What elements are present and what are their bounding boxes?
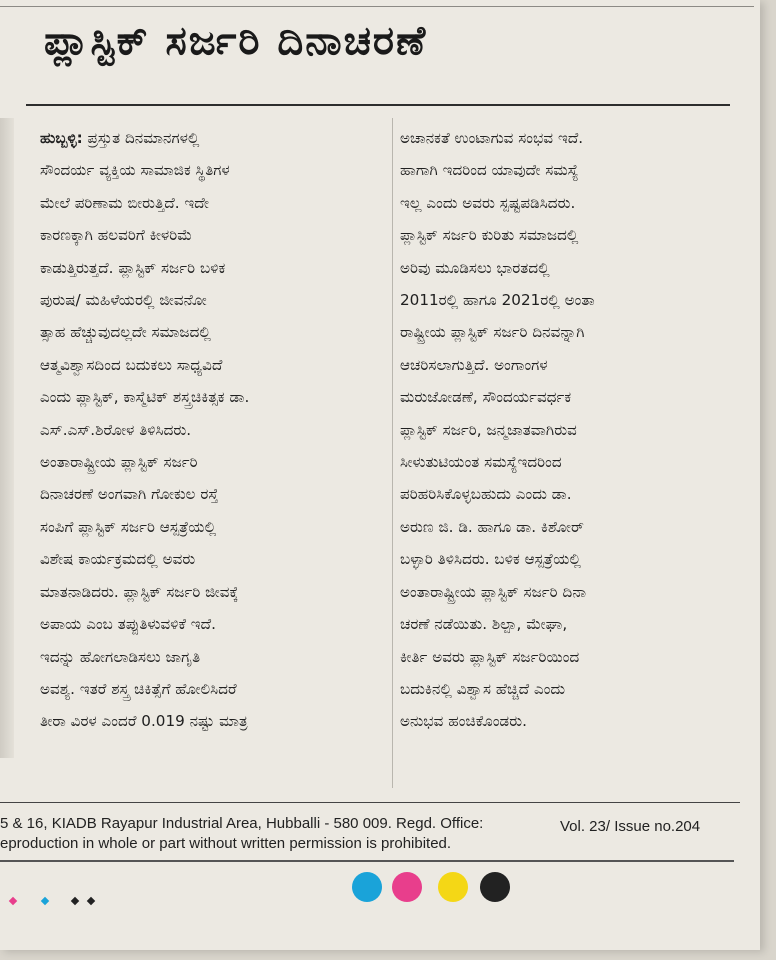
- column-line: ಚರಣೆ ನಡೆಯಿತು. ಶಿಲ್ಪಾ, ಮೇಘಾ,: [400, 615, 568, 634]
- column-line: ದಿನಾಚರಣೆ ಅಂಗವಾಗಿ ಗೋಕುಲ ರಸ್ತೆ: [40, 485, 219, 504]
- column-line: ಆತ್ಮವಿಶ್ವಾಸದಿಂದ ಬದುಕಲು ಸಾಧ್ಯವಿದೆ: [40, 355, 223, 374]
- column-divider: [392, 118, 393, 788]
- column-line: ಕಾರಣಕ್ಕಾಗಿ ಹಲವರಿಗೆ ಕೀಳರಿಮೆ: [40, 226, 193, 245]
- column-line: ಅಚಾನಕತೆ ಉಂಟಾಗುವ ಸಂಭವ ಇದೆ.: [400, 129, 584, 147]
- left-line-0: ಪ್ರಸ್ತುತ ದಿನಮಾನಗಳಲ್ಲಿ: [87, 129, 200, 147]
- issue-number: Vol. 23/ Issue no.204: [560, 818, 701, 835]
- column-line: ಸಂಪಿಗೆ ಪ್ಲಾಸ್ಟಿಕ್ ಸರ್ಜರಿ ಆಸ್ಪತ್ರೆಯಲ್ಲಿ: [40, 517, 217, 536]
- footer-rule-bottom: [0, 860, 734, 862]
- top-rule: [0, 6, 754, 7]
- column-line: ಅಂತಾರಾಷ್ಟ್ರೀಯ ಪ್ಲಾಸ್ಟಿಕ್ ಸರ್ಜರಿ: [40, 453, 198, 472]
- column-line: ಕಾಡುತ್ತಿರುತ್ತದೆ. ಪ್ಲಾಸ್ಟಿಕ್ ಸರ್ಜರಿ ಬಳಿಕ: [40, 258, 226, 277]
- column-line: ಆಚರಿಸಲಾಗುತ್ತಿದೆ. ಅಂಗಾಂಗಳ: [400, 355, 548, 374]
- column-line: ಅಪಾಯ ಎಂಬ ತಪ್ಪುತಿಳುವಳಿಕೆ ಇದೆ.: [40, 615, 216, 634]
- column-line-first: [40, 122, 376, 154]
- column-line: ಪ್ಲಾಸ್ಟಿಕ್ ಸರ್ಜರಿ ಕುರಿತು ಸಮಾಜದಲ್ಲಿ: [400, 226, 579, 245]
- right-column: [400, 122, 736, 738]
- column-line: ಪರಿಹರಿಸಿಕೊಳ್ಳಬಹುದು ಎಂದು ಡಾ.: [400, 485, 572, 504]
- column-line: ಹಾಗಾಗಿ ಇದರಿಂದ ಯಾವುದೇ ಸಮಸ್ಯೆ: [400, 161, 579, 180]
- column-line: ಬದುಕಿನಲ್ಲಿ ವಿಶ್ವಾಸ ಹೆಚ್ಚಿದೆ ಎಂದು: [400, 679, 566, 698]
- black-tick-mark: [87, 897, 95, 905]
- column-line: ತ್ಸಾಹ ಹೆಚ್ಚುವುದಲ್ಲದೇ ಸಮಾಜದಲ್ಲಿ: [40, 323, 211, 342]
- column-line: ಪ್ಲಾಸ್ಟಿಕ್ ಸರ್ಜರಿ, ಜನ್ಮಜಾತವಾಗಿರುವ: [400, 420, 577, 439]
- column-line: ಎಸ್.ಎಸ್.ಶಿರೋಳ ತಿಳಿಸಿದರು.: [40, 420, 192, 439]
- column-line: ಮೇಲೆ ಪರಿಣಾಮ ಬೀರುತ್ತಿದೆ. ಇದೇ: [40, 193, 210, 212]
- footer-rule-top: [0, 802, 740, 803]
- footer-address: 5 & 16, KIADB Rayapur Industrial Area, Hubballi - 580 009. Regd. Office:: [0, 815, 484, 832]
- magenta-tick-mark: [9, 897, 17, 905]
- column-line: ಕೀರ್ತಿ ಅವರು ಪ್ಲಾಸ್ಟಿಕ್ ಸರ್ಜರಿಯಿಂದ: [400, 647, 580, 666]
- column-line: ಮರುಜೋಡಣೆ, ಸೌಂದರ್ಯವರ್ಧಕ: [400, 388, 572, 407]
- footer-imprint: [0, 814, 483, 854]
- column-line: ಅರಿವು ಮೂಡಿಸಲು ಭಾರತದಲ್ಲಿ: [400, 258, 550, 277]
- column-line: ಸೀಳುತುಟಿಯಂತ ಸಮಸ್ಯೆಇದರಿಂದ: [400, 453, 562, 472]
- column-line: ಅನುಭವ ಹಂಚಿಕೊಂಡರು.: [400, 712, 527, 731]
- yellow-registration-dot: [438, 872, 468, 902]
- black-tick-mark: [71, 897, 79, 905]
- headline: ಪ್ಲಾಸ್ಟಿಕ್ ಸರ್ಜರಿ ದಿನಾಚರಣೆ: [44, 18, 428, 64]
- adjacent-column-edge: [0, 118, 14, 758]
- footer-copyright: eproduction in whole or part without written permission is prohibited.: [0, 835, 452, 852]
- column-line: ಅಂತಾರಾಷ್ಟ್ರೀಯ ಪ್ಲಾಸ್ಟಿಕ್ ಸರ್ಜರಿ ದಿನಾ: [400, 582, 587, 601]
- column-line: ಇದನ್ನು ಹೋಗಲಾಡಿಸಲು ಜಾಗೃತಿ: [40, 647, 201, 666]
- cyan-tick-mark: [41, 897, 49, 905]
- column-line: ವಿಶೇಷ ಕಾರ್ಯಕ್ರಮದಲ್ಲಿ ಅವರು: [40, 550, 196, 569]
- black-registration-dot: [480, 872, 510, 902]
- column-line: ಎಂದು ಪ್ಲಾಸ್ಟಿಕ್, ಕಾಸ್ಮೆಟಿಕ್ ಶಸ್ತ್ರಚಿಕಿತ್ಸಕ ಡಾ.: [40, 388, 250, 407]
- column-line: ಅರುಣ ಜಿ. ಡಿ. ಹಾಗೂ ಡಾ. ಕಿಶೋರ್: [400, 517, 584, 536]
- magenta-registration-dot: [392, 872, 422, 902]
- column-line: ಅವಶ್ಯ. ಇತರೆ ಶಸ್ತ್ರ ಚಿಕಿತ್ಸೆಗೆ ಹೋಲಿಸಿದರೆ: [40, 679, 237, 698]
- headline-rule: [26, 104, 730, 106]
- column-line: 2011ರಲ್ಲಿ ಹಾಗೂ 2021ರಲ್ಲಿ ಅಂತಾ: [400, 291, 595, 310]
- column-line: ಇಲ್ಲ ಎಂದು ಅವರು ಸ್ಪಷ್ಟಪಡಿಸಿದರು.: [400, 193, 576, 212]
- left-column: [40, 122, 376, 738]
- column-line: ಸೌಂದರ್ಯ ವ್ಯಕ್ತಿಯ ಸಾಮಾಜಿಕ ಸ್ಥಿತಿಗಳ: [40, 161, 230, 180]
- dateline: ಹುಬ್ಬಳ್ಳಿ:: [40, 129, 83, 147]
- cyan-registration-dot: [352, 872, 382, 902]
- column-line: ರಾಷ್ಟ್ರೀಯ ಪ್ಲಾಸ್ಟಿಕ್ ಸರ್ಜರಿ ದಿನವನ್ನಾಗಿ: [400, 323, 585, 342]
- column-line: ಮಾತನಾಡಿದರು. ಪ್ಲಾಸ್ಟಿಕ್ ಸರ್ಜರಿ ಜೀವಕ್ಕೆ: [40, 582, 239, 601]
- column-line: ಪುರುಷ/ ಮಹಿಳೆಯರಲ್ಲಿ ಜೀವನೋ: [40, 291, 207, 310]
- column-line: ಬಳ್ಳಾರಿ ತಿಳಿಸಿದರು. ಬಳಿಕ ಆಸ್ಪತ್ರೆಯಲ್ಲಿ: [400, 550, 581, 569]
- column-line: ತೀರಾ ವಿರಳ ಎಂದರೆ 0.019 ನಷ್ಟು ಮಾತ್ರ: [40, 712, 248, 731]
